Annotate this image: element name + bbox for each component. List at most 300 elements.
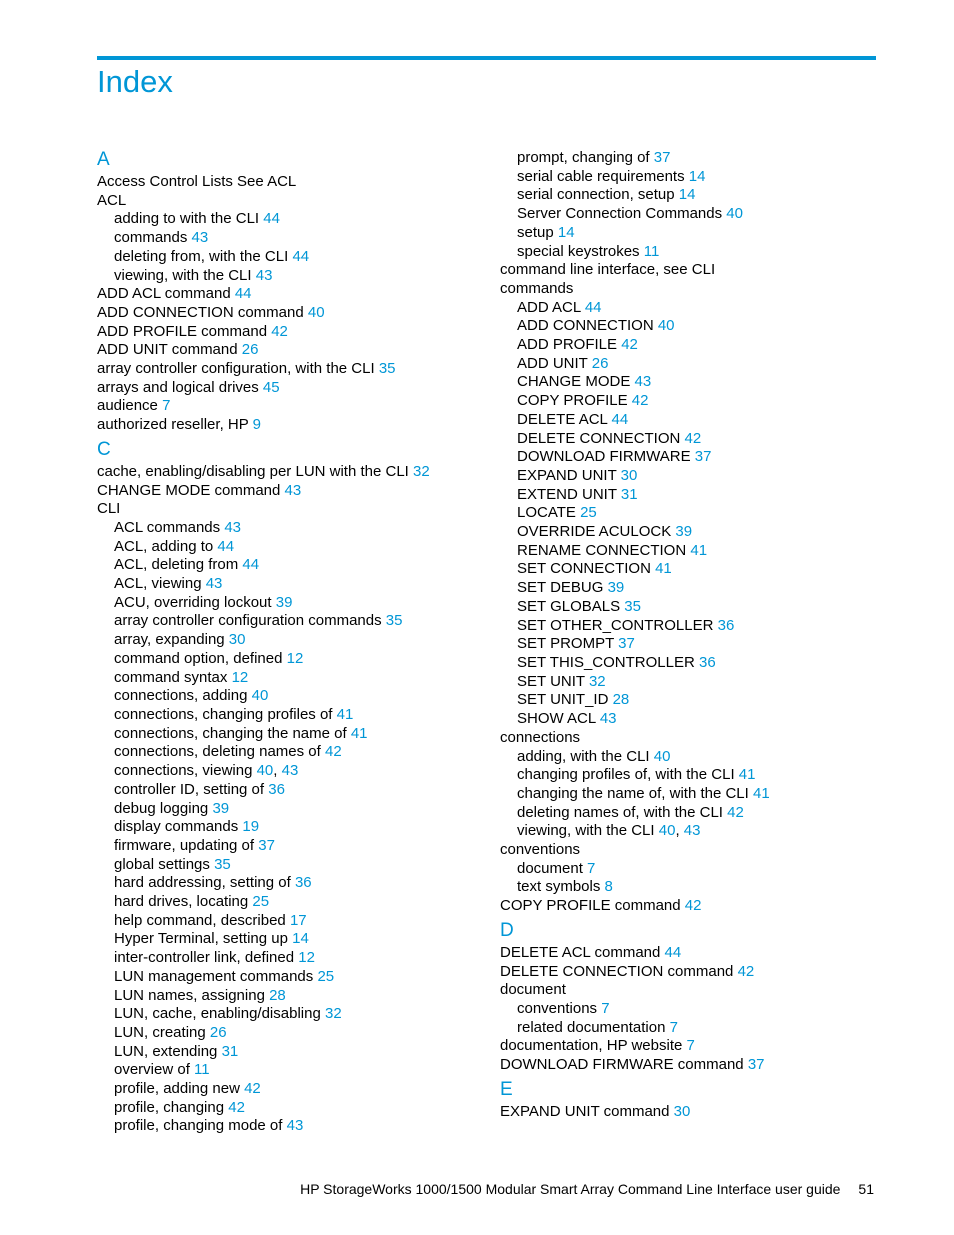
entry-term: serial connection, setup [517,186,675,204]
entry-term: CHANGE MODE command [97,481,281,499]
index-subentry [97,1080,507,1099]
entry-term: conventions [517,999,598,1017]
entry-term: text symbols [517,878,601,896]
entry-term: command option, defined [114,649,283,667]
entry-term: DOWNLOAD FIRMWARE [517,448,691,466]
entry-term: arrays and logical drives [97,378,259,396]
page-link[interactable]: 14 [688,167,706,185]
index-subentry [500,299,910,318]
page-link[interactable]: 7 [669,1018,678,1036]
entry-term: ADD UNIT [517,354,588,372]
entry-term: display commands [114,818,239,836]
entry-term: Hyper Terminal, setting up [114,930,288,948]
footer-title: HP StorageWorks 1000/1500 Modular Smart Array Command Line Interface user guide [300,1181,841,1197]
index-entry [97,360,507,379]
entry-term: SET PROMPT [517,635,614,653]
entry-term: CHANGE MODE [517,373,631,391]
entry-term: RENAME CONNECTION [517,541,687,559]
entry-term: debug logging [114,799,209,817]
page-link[interactable]: 12 [231,668,249,686]
page-link[interactable]: 44 [584,298,602,316]
entry-term: ADD CONNECTION command [97,303,304,321]
entry-term: hard drives, locating [114,893,249,911]
page-link[interactable]: 25 [580,504,597,522]
index-subentry [500,804,910,823]
entry-term: firmware, updating of [114,836,255,854]
index-subentry [97,687,507,706]
index-entry [500,1056,910,1075]
entry-term: LOCATE [517,504,576,522]
page-link[interactable]: 26 [209,1023,227,1041]
page-link[interactable]: 36 [268,780,285,798]
index-entry [500,944,910,963]
entry-term: hard addressing, setting of [114,874,291,892]
entry-term: deleting from, with the CLI [114,247,289,265]
entry-term: connections, viewing [114,762,253,780]
page-link[interactable]: 40 [653,747,671,765]
entry-term: SET DEBUG [517,579,604,597]
entry-term: SET UNIT [517,672,585,690]
page-link[interactable]: 30 [228,631,246,649]
page-link[interactable]: 37 [258,836,275,854]
page-link[interactable]: 41 [655,560,672,578]
entry-term: SET OTHER_CONTROLLER [517,616,714,634]
page-link[interactable]: 32 [324,1005,342,1023]
entry-term: SET UNIT_ID [517,691,609,709]
entry-term: LUN, extending [114,1042,218,1060]
entry-term: serial cable requirements [517,167,685,185]
page-link[interactable]: 35 [385,612,403,630]
index-subentry [97,800,507,819]
index-subentry [97,538,507,557]
index-letter-c: C [97,438,111,460]
index-entry [500,729,910,748]
page-link[interactable]: 45 [262,378,280,396]
entry-term: connections [500,728,581,746]
entry-term: inter-controller link, defined [114,949,295,967]
entry-term: array controller configuration, with the CLI [97,360,375,378]
entry-term: audience [97,397,158,415]
entry-term: ACL, adding to [114,537,214,555]
index-subentry [500,448,910,467]
page-link[interactable]: 42 [727,803,744,821]
entry-term: ACL commands [114,518,221,536]
index-subentry [97,874,507,893]
page-link[interactable]: 39 [275,593,293,611]
entry-term: LUN management commands [114,967,314,985]
index-subentry [97,837,507,856]
page-link[interactable]: 44 [664,943,682,961]
entry-term: LUN names, assigning [114,986,265,1004]
index-subentry [500,766,910,785]
entry-term: EXTEND UNIT [517,485,617,503]
index-subentry [97,743,507,762]
index-entry [97,463,507,482]
index-subentry [97,893,507,912]
index-subentry [500,467,910,486]
entry-term: connections, adding [114,687,248,705]
page-link[interactable]: 42 [621,336,638,354]
entry-term: adding, with the CLI [517,747,650,765]
entry-term: documentation, HP website [500,1037,683,1055]
entry-term: SET THIS_CONTROLLER [517,653,695,671]
page-link[interactable]: 14 [292,930,309,948]
page-link[interactable]: 11 [643,242,660,260]
page-link[interactable]: 36 [717,616,735,634]
index-letter-e: E [500,1078,513,1100]
entry-term: SHOW ACL [517,710,596,728]
page-link[interactable]: 43 [224,518,242,536]
entry-term: ACL, viewing [114,575,202,593]
index-subentry [500,579,910,598]
entry-term: commands [500,279,574,297]
entry-term: setup [517,223,554,241]
page-link[interactable]: 43 [599,710,617,728]
index-subentry [97,248,507,267]
page-link[interactable]: 39 [607,579,625,597]
page-link[interactable]: 30 [620,466,638,484]
page-link[interactable]: 42 [271,322,288,340]
page-link[interactable]: 42 [684,897,702,915]
entry-term: COPY PROFILE [517,392,628,410]
index-subentry [500,878,910,897]
index-subentry [97,650,507,669]
index-subentry [97,987,507,1006]
index-letter-d: D [500,919,514,941]
index-entry [500,1103,910,1122]
page-link[interactable]: 26 [241,341,259,359]
page-link[interactable]: 37 [618,635,635,653]
entry-term: LUN, creating [114,1023,206,1041]
entry-term: authorized reseller, HP [97,416,249,434]
page-link[interactable]: 30 [673,1102,691,1120]
page-link[interactable]: 12 [298,949,315,967]
index-entry [97,192,507,211]
entry-term: adding to with the CLI [114,210,260,228]
index-subentry [500,542,910,561]
page-link[interactable]: 37 [653,149,671,166]
page-link[interactable]: 44 [263,210,280,228]
index-entry [97,304,507,323]
index-entry [97,341,507,360]
index-entry [97,482,507,501]
index-column-right [500,149,910,1121]
entry-term: EXPAND UNIT command [500,1102,670,1120]
entry-term: cache, enabling/disabling per LUN with the CLI [97,462,409,480]
index-subentry [500,411,910,430]
entry-term: DELETE CONNECTION [517,429,681,447]
index-subentry [500,860,910,879]
page-link[interactable]: 44 [611,410,629,428]
page-link[interactable]: 37 [694,448,712,466]
index-subentry [97,1043,507,1062]
entry-term: related documentation [517,1018,666,1036]
page-link[interactable]: 44 [217,537,235,555]
index-subentry [500,691,910,710]
page-number: 51 [858,1181,874,1197]
entry-term: changing the name of, with the CLI [517,784,749,802]
entry-term: ACL [97,191,127,209]
index-subentry [97,912,507,931]
page-link[interactable]: 14 [557,223,575,241]
entry-term: ACU, overriding lockout [114,593,272,611]
index-subentry [97,1024,507,1043]
index-subentry [500,243,910,262]
index-subentry [97,229,507,248]
entry-term: DELETE CONNECTION command [500,962,734,980]
page-link[interactable]: 39 [212,799,230,817]
page-link[interactable]: 7 [162,397,171,415]
page-link[interactable]: 19 [242,818,260,836]
page-link[interactable]: 35 [214,855,231,873]
index-entry [500,261,910,280]
page-link[interactable]: 14 [678,186,696,204]
index-subentry [97,706,507,725]
index-subentry [97,968,507,987]
entry-term: ACL, deleting from [114,556,239,574]
index-subentry [97,594,507,613]
entry-term: ADD PROFILE [517,336,618,354]
index-subentry [97,669,507,688]
index-subentry [500,336,910,355]
index-column-left [97,149,507,1136]
page-link[interactable]: 25 [317,967,335,985]
page-title: Index [97,64,173,99]
page-link[interactable]: 40 [726,205,743,223]
entry-term: global settings [114,855,210,873]
page-link[interactable]: 44 [292,247,310,265]
entry-term: profile, changing mode of [114,1117,283,1135]
page-link[interactable]: 43 [281,762,299,780]
index-subentry [500,1000,910,1019]
index-subentry [97,818,507,837]
entry-term: conventions [500,841,581,859]
index-subentry [500,186,910,205]
page-link[interactable]: 42 [324,743,342,761]
page-link[interactable]: 44 [242,556,260,574]
entry-term: viewing, with the CLI [114,266,252,284]
page-link[interactable]: 36 [294,874,312,892]
index-subentry [97,612,507,631]
index-entry [97,397,507,416]
entry-term: array controller configuration commands [114,612,382,630]
index-subentry [500,355,910,374]
page-link[interactable]: 32 [413,462,430,480]
page-link[interactable]: 31 [620,485,638,503]
page-link[interactable]: 40 [307,303,325,321]
page-link[interactable]: 26 [591,354,609,372]
entry-term: viewing, with the CLI [517,822,655,840]
entry-term: OVERRIDE ACULOCK [517,523,672,541]
entry-term: ADD UNIT command [97,341,238,359]
index-entry [97,323,507,342]
top-rule [97,56,876,60]
index-subentry [500,710,910,729]
index-subentry [97,949,507,968]
entry-term: EXPAND UNIT [517,466,617,484]
entry-term: COPY PROFILE command [500,897,681,915]
index-entry [500,981,910,1000]
entry-term: ADD CONNECTION [517,317,654,335]
index-subentry [500,673,910,692]
page-link[interactable]: 42 [684,429,702,447]
page-link[interactable]: 41 [336,705,354,723]
entry-term: ADD PROFILE command [97,322,268,340]
entry-term: Server Connection Commands [517,205,723,223]
index-entry [500,841,910,860]
page-link[interactable]: 8 [604,878,613,896]
page-link[interactable]: 42 [244,1080,261,1098]
index-subentry [500,598,910,617]
entry-term: command syntax [114,668,228,686]
page-link[interactable]: 7 [601,999,610,1017]
index-subentry [97,210,507,229]
page-link[interactable]: 41 [690,541,708,559]
index-subentry [500,168,910,187]
index-entry [97,379,507,398]
entry-term: CLI [97,500,121,518]
page-link[interactable]: 43 [286,1117,304,1135]
page-link[interactable]: 39 [675,523,693,541]
page-link[interactable]: 12 [286,649,304,667]
entry-term: array, expanding [114,631,225,649]
index-subentry [500,430,910,449]
index-subentry [500,1019,910,1038]
page-link[interactable]: 36 [699,653,716,671]
page-link[interactable]: 7 [686,1037,695,1055]
entry-term: connections, changing the name of [114,724,347,742]
index-entry [500,897,910,916]
index-subentry [97,267,507,286]
index-subentry [97,1061,507,1080]
index-subentry [97,725,507,744]
page-link[interactable]: 40 [256,762,274,780]
entry-term: connections, changing profiles of [114,705,333,723]
page-link[interactable]: 42 [737,962,755,980]
page-link[interactable]: 41 [350,724,368,742]
index-subentry [500,523,910,542]
index-subentry [500,149,910,168]
index-subentry [500,486,910,505]
page-link[interactable]: 32 [588,672,606,690]
index-subentry [97,1005,507,1024]
entry-term: special keystrokes [517,242,640,260]
entry-term: profile, adding new [114,1080,240,1098]
page-link[interactable]: 40 [251,687,269,705]
page-link[interactable]: 43 [284,481,302,499]
entry-term: prompt, changing of [517,149,650,166]
page-link[interactable]: 31 [221,1042,239,1060]
page-link[interactable]: 42 [228,1098,245,1116]
page-link[interactable]: 7 [587,859,596,877]
entry-term: controller ID, setting of [114,780,265,798]
page-link[interactable]: 37 [747,1056,765,1074]
index-entry [500,280,910,299]
entry-term: SET CONNECTION [517,560,651,578]
entry-term: changing profiles of, with the CLI [517,766,735,784]
page-link[interactable]: 11 [194,1061,210,1079]
page-link[interactable]: 17 [289,911,307,929]
index-entry [97,416,507,435]
index-entry [97,500,507,519]
entry-term: deleting names of, with the CLI [517,803,723,821]
page-link[interactable]: 40 [657,317,675,335]
index-subentry [500,224,910,243]
page-link[interactable]: 43 [205,575,223,593]
index-subentry [97,1117,507,1136]
entry-term: help command, described [114,911,286,929]
index-subentry [500,392,910,411]
entry-term: DELETE ACL command [500,943,661,961]
entry-term: ADD ACL command [97,285,231,303]
entry-term: profile, changing [114,1098,225,1116]
index-subentry [500,617,910,636]
index-entry [500,1037,910,1056]
index-subentry [97,930,507,949]
entry-term: SET GLOBALS [517,597,621,615]
page-link[interactable]: 28 [269,986,286,1004]
entry-term: LUN, cache, enabling/disabling [114,1005,321,1023]
page-link[interactable]: 43 [683,822,701,840]
page-link[interactable]: 40 [658,822,676,840]
page-link[interactable]: 44 [234,285,252,303]
index-subentry: connections, viewing 40, 43 [114,762,299,780]
page-link[interactable]: 35 [378,360,396,378]
entry-term: document [500,981,566,999]
index-subentry [500,317,910,336]
index-subentry [97,556,507,575]
entry-term: commands [114,229,188,247]
entry-term: DELETE ACL [517,410,608,428]
index-subentry [500,635,910,654]
index-entry [500,963,910,982]
page-link[interactable]: 9 [252,416,261,434]
index-entry [97,173,507,192]
page-link[interactable]: 43 [634,373,652,391]
index-subentry [97,519,507,538]
page-link[interactable]: 28 [612,691,630,709]
index-entry [97,285,507,304]
entry-term: command line interface, see CLI [500,261,716,279]
index-subentry: viewing, with the CLI 40, 43 [517,822,701,840]
page-link[interactable]: 25 [252,893,270,911]
page-link[interactable]: 43 [191,229,209,247]
index-subentry [97,856,507,875]
page-link[interactable]: 43 [255,266,273,284]
index-subentry [97,575,507,594]
index-subentry [500,560,910,579]
entry-term: connections, deleting names of [114,743,321,761]
page-link[interactable]: 35 [624,597,641,615]
index-subentry [500,504,910,523]
page-link[interactable]: 41 [752,784,770,802]
index-subentry [500,748,910,767]
entry-term: document [517,859,583,877]
index-subentry [97,631,507,650]
entry-term: DOWNLOAD FIRMWARE command [500,1056,744,1074]
page-link[interactable]: 41 [738,766,756,784]
entry-term: ADD ACL [517,298,581,316]
entry-term: overview of [114,1061,190,1079]
page-footer [300,1180,874,1198]
index-subentry [500,654,910,673]
page-link[interactable]: 42 [631,392,649,410]
index-subentry [500,373,910,392]
index-subentry [97,781,507,800]
index-letter-a: A [97,149,110,170]
entry-term: Access Control Lists See ACL [97,173,297,190]
index-subentry [97,1099,507,1118]
